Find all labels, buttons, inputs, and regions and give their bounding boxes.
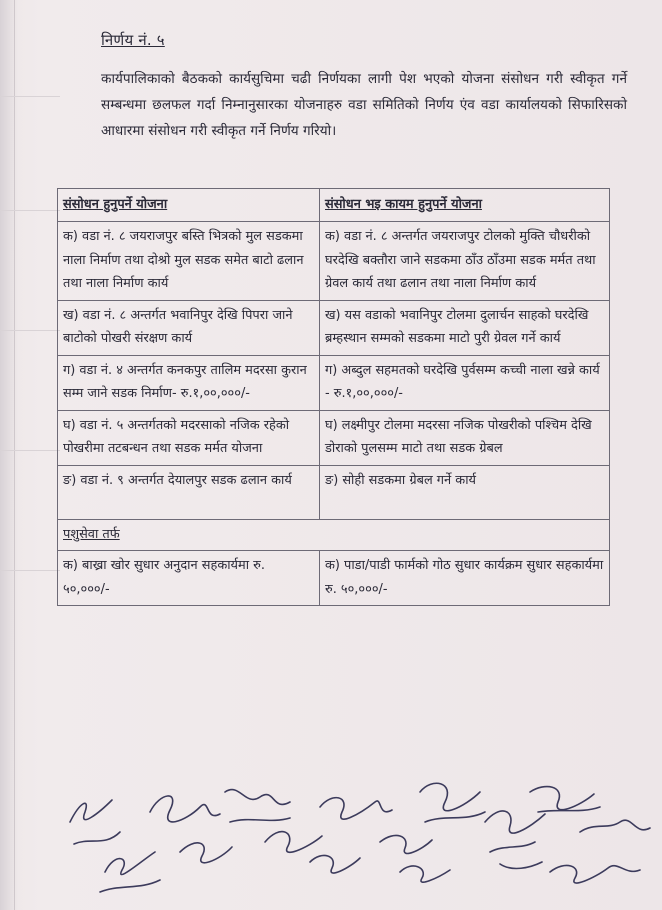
table-cell-right: ख) यस वडाको भवानिपुर टोलमा दुलार्चन साहको घरदेखि ब्रम्हस्थान सम्मको सडकमा माटो पुरी ग्रेवल गर्ने कार्य xyxy=(320,300,610,355)
table-cell-right: ङ) सोही सडकमा ग्रेबल गर्ने कार्य xyxy=(320,465,610,519)
signature xyxy=(490,842,542,868)
table-row xyxy=(58,465,610,519)
table-row xyxy=(58,355,610,410)
signature xyxy=(265,832,322,853)
section-row xyxy=(58,519,610,551)
page-margin-line xyxy=(14,0,15,910)
decision-heading: निर्णय नं. ५ xyxy=(101,31,165,49)
decision-paragraph: कार्यपालिकाको बैठकको कार्यसुचिमा चढी निर्णयका लागी पेश भएको योजना संसोधन गरी स्वीकृत गर्ने सम्बन्धमा छलफल गर्दा निम्नानुसारका योजनाहरु वडा समितिको निर्णय एंव वडा कार्यालयको सिफारिसको आधारमा संसोधन गरी स्वीकृत गर्ने निर्णय गरियो। xyxy=(101,71,627,139)
signature xyxy=(70,800,120,844)
plans-table xyxy=(57,188,610,606)
signature xyxy=(420,783,485,822)
table-row xyxy=(58,300,610,355)
table-cell-left: ग) वडा नं. ४ अन्तर्गत कनकपुर तालिम मदरसा कुरान सम्म जाने सडक निर्माण- रु.१,००,०००/- xyxy=(58,355,320,410)
signature xyxy=(485,811,545,833)
signature xyxy=(310,855,360,873)
table-cell-right: क) वडा नं. ८ अन्तर्गत जयराजपुर टोलको मुक्ति चौधरीको घरदेखि बक्तौरा जाने सडकमा ठाँउ ठाँउमा सडक मर्मत तथा ग्रेवल कार्य तथा ढलान तथा नाला निर्माण कार्य xyxy=(320,222,610,301)
signature xyxy=(400,866,450,882)
signature xyxy=(380,835,432,853)
signature xyxy=(225,790,290,822)
table-cell-left: ङ) वडा नं. ९ अन्तर्गत देयालपुर सडक ढलान कार्य xyxy=(58,465,320,519)
table-cell-right: घ) लक्ष्मीपुर टोलमा मदरसा नजिक पोखरीको पश्चिम देखि डोराको पुलसम्म माटो तथा सडक ग्रेबल xyxy=(320,410,610,465)
table-header-row xyxy=(58,189,610,222)
signature xyxy=(580,820,650,832)
signature xyxy=(320,798,392,820)
table-row xyxy=(58,222,610,301)
ruled-line xyxy=(0,96,60,97)
signature xyxy=(150,796,220,822)
table-cell-left: ख) वडा नं. ८ अन्तर्गत भवानिपुर देखि पिपरा जाने बाटोको पोखरी संरक्षण कार्य xyxy=(58,300,320,355)
ruled-line xyxy=(0,210,60,211)
table-row xyxy=(58,410,610,465)
table-cell-left: घ) वडा नं. ५ अन्तर्गतको मदरसाको नजिक रहेको पोखरीमा तटबन्धन तथा सडक मर्मत योजना xyxy=(58,410,320,465)
signature xyxy=(550,865,640,883)
table-cell-right: ग) अब्दुल सहमतको घरदेखि पुर्वसम्म कच्ची नाला खन्ने कार्य - रु.१,००,०००/- xyxy=(320,355,610,410)
signature xyxy=(530,787,600,812)
section-title-livestock: पशुसेवा तर्फ xyxy=(58,519,610,551)
col-header-to-amend: संसोधन हुनुपर्ने योजना xyxy=(58,189,320,222)
signatures-area xyxy=(60,752,660,910)
ruled-line xyxy=(0,450,60,451)
table-row xyxy=(58,551,610,606)
ruled-line xyxy=(0,330,60,331)
table-cell-left: क) बाख्रा खोर सुधार अनुदान सहकार्यमा रु. ५०,०००/- xyxy=(58,551,320,606)
table-cell-right: क) पाडा/पाडी फार्मको गोठ सुधार कार्यक्रम सुधार सहकार्यमा रु. ५०,०००/- xyxy=(320,551,610,606)
col-header-amended: संसोधन भइ कायम हुनुपर्ने योजना xyxy=(320,189,610,222)
signature xyxy=(180,843,232,863)
signature xyxy=(100,852,160,892)
table-cell-left: क) वडा नं. ८ जयराजपुर बस्ति भित्रको मुल सडकमा नाला निर्माण तथा दोश्रो मुल सडक समेत बाटो ढलान तथा नाला निर्माण कार्य xyxy=(58,222,320,301)
ruled-line xyxy=(0,570,60,571)
